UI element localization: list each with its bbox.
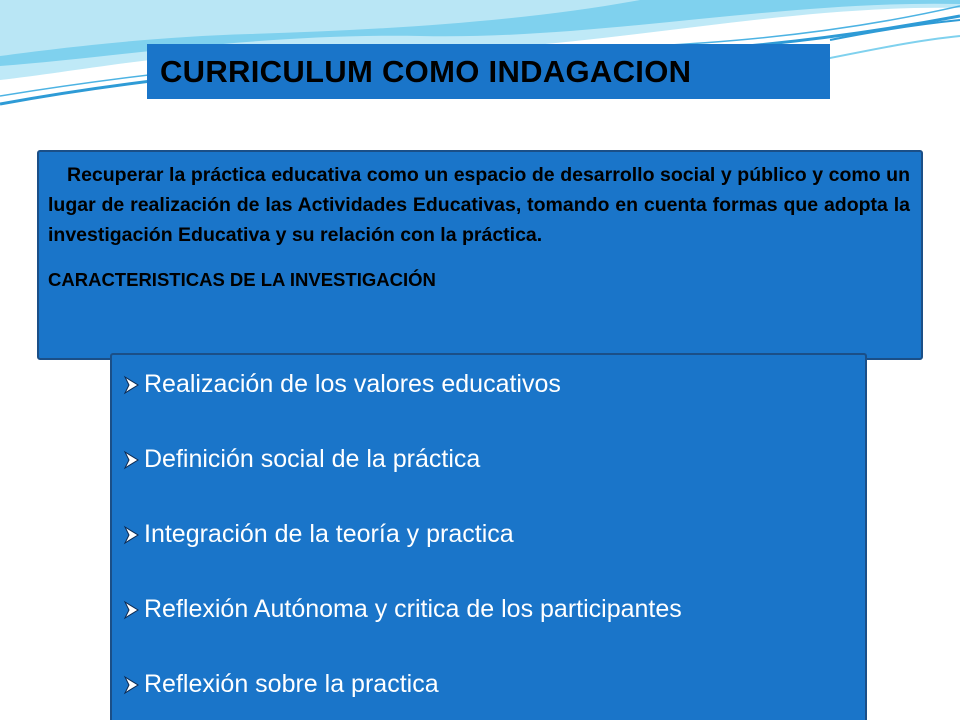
list-item-label: Integración de la teoría y practica (144, 520, 514, 548)
description-box (37, 150, 923, 360)
list-item (123, 520, 514, 549)
title-banner (147, 44, 830, 99)
list-item (123, 595, 682, 624)
arrowhead-bullet-icon (123, 450, 140, 470)
arrowhead-bullet-icon (123, 525, 140, 545)
list-item (123, 370, 561, 399)
characteristics-list (110, 353, 867, 720)
list-item-label: Definición social de la práctica (144, 445, 481, 473)
description-text: Recuperar la práctica educativa como un espacio de desarrollo social y público y como un lugar de realización de las Actividades Educativas, tomando en cuenta formas que adopta la investigación Educativa y su relación con la práctica. (48, 164, 910, 246)
arrowhead-bullet-icon (123, 675, 140, 695)
list-item-label: Reflexión sobre la practica (144, 670, 439, 698)
slide-title: CURRICULUM COMO INDAGACION (160, 53, 692, 89)
section-heading: CARACTERISTICAS DE LA INVESTIGACIÓN (48, 269, 436, 290)
list-item-label: Reflexión Autónoma y critica de los participantes (144, 595, 682, 623)
list-item-label: Realización de los valores educativos (144, 370, 561, 398)
arrowhead-bullet-icon (123, 375, 140, 395)
arrowhead-bullet-icon (123, 600, 140, 620)
list-item (123, 670, 439, 699)
list-item (123, 445, 480, 474)
